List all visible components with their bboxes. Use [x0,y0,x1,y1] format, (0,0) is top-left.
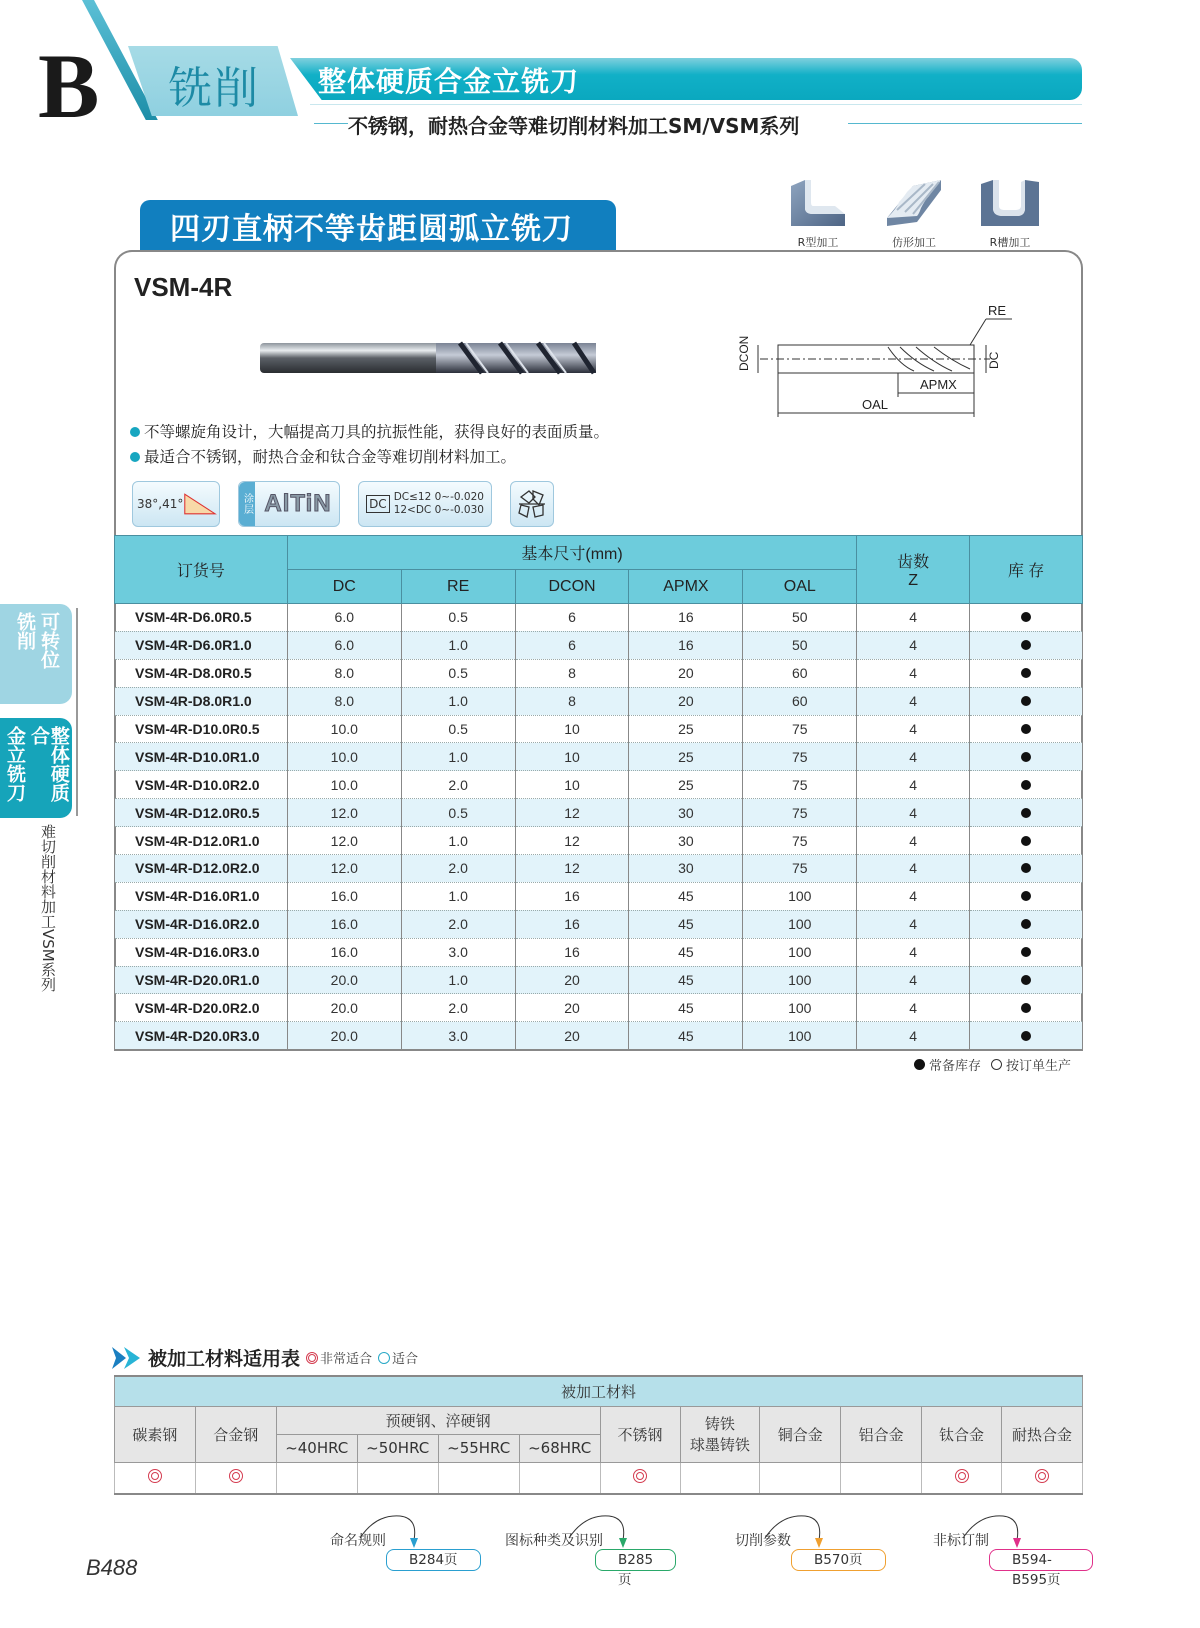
suitability-cell [680,1462,760,1494]
table-row [115,966,1083,994]
side-series-label: 难切削材料加工VSM系列 [39,824,57,992]
application-contour [881,178,947,250]
application-label: R槽加工 [989,236,1031,249]
cell-code: VSM-4R-D12.0R0.5 [115,799,288,827]
feature-list [130,420,609,470]
cell-stock [970,631,1083,659]
reference-page[interactable]: B284页 [386,1549,481,1571]
in-stock-icon [1021,863,1031,873]
cell-dc: 8.0 [287,687,401,715]
suitability-cell [922,1462,1002,1494]
cell-apmx: 25 [629,715,743,743]
table-row [115,771,1083,799]
table-row [115,1022,1083,1050]
cell-re: 1.0 [401,882,515,910]
four-flute-badge [510,481,554,527]
in-stock-icon [1021,808,1031,818]
cell-z: 4 [857,659,970,687]
feature-item: 不等螺旋角设计，大幅提高刀具的抗振性能，获得良好的表面质量。 [130,420,609,445]
mat-col-50hrc: ~50HRC [357,1434,438,1462]
cell-apmx: 45 [629,882,743,910]
table-row [115,659,1083,687]
table-row [115,631,1083,659]
mat-col-titanium: 钛合金 [922,1406,1002,1462]
table-row [115,910,1083,938]
mat-col-stainless: 不锈钢 [600,1406,680,1462]
cell-dc: 20.0 [287,1022,401,1050]
table-row [115,743,1083,771]
page-reference-link[interactable] [330,1510,490,1570]
cell-stock [970,910,1083,938]
cell-apmx: 20 [629,687,743,715]
cell-dc: 6.0 [287,604,401,632]
cell-oal: 60 [743,659,857,687]
cell-code: VSM-4R-D20.0R3.0 [115,1022,288,1050]
cell-stock [970,882,1083,910]
col-stock: 库 存 [970,536,1083,604]
dcon-label: DCON [737,335,751,371]
very-suitable-icon [148,1469,162,1483]
cell-z: 4 [857,882,970,910]
cell-re: 0.5 [401,659,515,687]
mat-col-carbon-steel: 碳素钢 [115,1406,196,1462]
cell-re: 3.0 [401,1022,515,1050]
in-stock-icon [1021,668,1031,678]
cell-re: 1.0 [401,687,515,715]
cell-z: 4 [857,631,970,659]
cell-oal: 75 [743,799,857,827]
tolerance-badge [358,481,492,527]
cell-dc: 10.0 [287,743,401,771]
cell-dc: 6.0 [287,631,401,659]
contour-machining-icon [883,178,945,228]
cell-dcon: 20 [515,966,629,994]
cell-z: 4 [857,771,970,799]
cell-re: 2.0 [401,910,515,938]
very-suitable-icon [955,1469,969,1483]
end-mill-photo [260,340,598,376]
coating-value: AlTiN [264,490,332,517]
cell-oal: 75 [743,771,857,799]
subtitle-line-right [848,123,1082,124]
in-stock-icon [1021,696,1031,706]
cell-dc: 16.0 [287,910,401,938]
cell-dc: 16.0 [287,938,401,966]
cell-apmx: 20 [629,659,743,687]
cell-dcon: 16 [515,938,629,966]
col-re: RE [401,570,515,604]
cell-re: 0.5 [401,799,515,827]
cell-z: 4 [857,604,970,632]
material-table [114,1375,1083,1495]
tolerance-line-1: DC≤12 0~-0.020 [393,491,484,503]
cell-z: 4 [857,799,970,827]
cell-re: 2.0 [401,994,515,1022]
cell-re: 1.0 [401,966,515,994]
reference-label: 图标种类及识别 [505,1533,603,1549]
cell-code: VSM-4R-D16.0R1.0 [115,882,288,910]
mat-col-55hrc: ~55HRC [438,1434,519,1462]
cell-code: VSM-4R-D10.0R1.0 [115,743,288,771]
cell-apmx: 45 [629,910,743,938]
cell-z: 4 [857,715,970,743]
oal-label: OAL [862,397,889,412]
in-stock-icon [1021,919,1031,929]
suitability-cell [1002,1462,1083,1494]
table-row [115,715,1083,743]
in-stock-icon [914,1059,925,1070]
cell-stock [970,604,1083,632]
cell-oal: 100 [743,966,857,994]
cell-apmx: 30 [629,827,743,855]
in-stock-icon [1021,836,1031,846]
helix-angle-value: 38°,41° [137,497,184,511]
cell-dc: 20.0 [287,966,401,994]
in-stock-icon [1021,891,1031,901]
cell-re: 1.0 [401,631,515,659]
cell-re: 0.5 [401,715,515,743]
cell-z: 4 [857,910,970,938]
reference-page[interactable]: B594-B595页 [989,1549,1093,1571]
table-row [115,855,1083,883]
cell-dcon: 10 [515,715,629,743]
cell-oal: 75 [743,743,857,771]
cell-code: VSM-4R-D16.0R2.0 [115,910,288,938]
cell-re: 2.0 [401,855,515,883]
cell-dcon: 20 [515,1022,629,1050]
very-suitable-icon [306,1352,318,1364]
cell-apmx: 25 [629,743,743,771]
cell-apmx: 45 [629,994,743,1022]
side-tab-label-1: 可转位 [37,612,60,669]
suitability-cell [600,1462,680,1494]
cell-oal: 50 [743,604,857,632]
in-stock-icon [1021,612,1031,622]
in-stock-icon [1021,975,1031,985]
cell-code: VSM-4R-D6.0R0.5 [115,604,288,632]
cell-re: 2.0 [401,771,515,799]
cell-oal: 50 [743,631,857,659]
application-label: 仿形加工 [892,236,936,249]
re-label: RE [988,305,1007,318]
side-tab-indexable-milling[interactable] [0,604,72,704]
cell-apmx: 45 [629,1022,743,1050]
category-title: 整体硬质合金立铣刀 [318,65,580,98]
cell-oal: 75 [743,827,857,855]
cell-stock [970,799,1083,827]
cell-oal: 100 [743,938,857,966]
page-reference-link[interactable] [933,1510,1093,1588]
cell-code: VSM-4R-D8.0R1.0 [115,687,288,715]
cell-apmx: 16 [629,604,743,632]
cell-stock [970,938,1083,966]
cell-dcon: 12 [515,855,629,883]
cell-apmx: 45 [629,938,743,966]
suitability-cell [519,1462,600,1494]
cell-code: VSM-4R-D10.0R2.0 [115,771,288,799]
dc-label: DC [987,351,1001,369]
cell-stock [970,827,1083,855]
r-slot-machining-icon [979,178,1041,228]
header-divider [310,104,1082,105]
cell-re: 0.5 [401,604,515,632]
cell-apmx: 25 [629,771,743,799]
product-title: 四刃直柄不等齿距圆弧立铣刀 [170,212,573,247]
cell-dcon: 8 [515,659,629,687]
suitability-legend: 非常适合 适合 [306,1348,418,1367]
suitability-row [115,1462,1083,1494]
cell-apmx: 45 [629,966,743,994]
apmx-label: APMX [920,377,957,392]
side-tab-label-2: 金立铣刀 [4,726,27,802]
cell-code: VSM-4R-D12.0R2.0 [115,855,288,883]
cell-stock [970,659,1083,687]
reference-label: 命名规则 [330,1533,386,1549]
cell-stock [970,1022,1083,1050]
cell-dcon: 12 [515,799,629,827]
cell-oal: 60 [743,687,857,715]
product-model: VSM-4R [134,272,233,302]
cell-stock [970,771,1083,799]
table-row [115,994,1083,1022]
cell-dcon: 12 [515,827,629,855]
made-to-order-icon [991,1059,1002,1070]
table-row [115,687,1083,715]
cell-re: 3.0 [401,938,515,966]
reference-label: 非标订制 [933,1533,989,1549]
tolerance-line-2: 12<DC 0~-0.030 [393,504,484,516]
reference-label: 切削参数 [735,1533,791,1549]
mat-col-aluminum: 铝合金 [841,1406,922,1462]
cell-code: VSM-4R-D12.0R1.0 [115,827,288,855]
in-stock-icon [1021,1031,1031,1041]
table-row [115,882,1083,910]
feature-item: 最适合不锈钢，耐热合金和钛合金等难切削材料加工。 [130,445,609,470]
coating-badge [238,481,340,527]
suitable-icon [378,1352,390,1364]
mat-col-cast-iron: 铸铁 球墨铸铁 [680,1406,760,1462]
mat-col-copper: 铜合金 [760,1406,841,1462]
cell-dcon: 16 [515,882,629,910]
application-r-profile [785,178,851,250]
cell-dcon: 16 [515,910,629,938]
cell-z: 4 [857,687,970,715]
col-dcon: DCON [515,570,629,604]
mat-col-alloy-steel: 合金钢 [195,1406,276,1462]
spec-table [114,535,1083,1051]
cell-stock [970,855,1083,883]
cell-dc: 12.0 [287,855,401,883]
cell-z: 4 [857,827,970,855]
cell-oal: 75 [743,715,857,743]
helix-angle-icon [183,489,219,519]
cell-z: 4 [857,1022,970,1050]
cell-stock [970,687,1083,715]
material-table-title: 被加工材料适用表 [148,1348,301,1370]
series-subtitle: 不锈钢，耐热合金等难切削材料加工SM/VSM系列 [348,114,800,138]
page-reference-link[interactable] [735,1510,895,1570]
page-reference-link[interactable] [505,1510,665,1588]
cell-oal: 75 [743,855,857,883]
helix-angle-badge [132,481,220,527]
col-order-no: 订货号 [115,536,288,604]
cell-dc: 8.0 [287,659,401,687]
mat-col-40hrc: ~40HRC [276,1434,357,1462]
cell-z: 4 [857,855,970,883]
cell-oal: 100 [743,994,857,1022]
in-stock-icon [1021,752,1031,762]
cell-oal: 100 [743,910,857,938]
cell-re: 1.0 [401,827,515,855]
r-profile-machining-icon [787,178,849,228]
cell-dc: 12.0 [287,799,401,827]
cell-dcon: 6 [515,604,629,632]
application-label: R型加工 [797,236,839,249]
double-chevron-icon [112,1347,142,1369]
cell-z: 4 [857,994,970,1022]
table-row [115,827,1083,855]
suitability-cell [115,1462,196,1494]
cell-code: VSM-4R-D6.0R1.0 [115,631,288,659]
cell-oal: 100 [743,1022,857,1050]
suitability-cell [760,1462,841,1494]
cell-stock [970,994,1083,1022]
mat-col-68hrc: ~68HRC [519,1434,600,1462]
suitability-cell [195,1462,276,1494]
section-name: 铣削 [168,63,260,114]
very-suitable-icon [1035,1469,1049,1483]
table-row [115,938,1083,966]
material-group-header: 被加工材料 [115,1376,1083,1406]
suitability-cell [276,1462,357,1494]
subtitle-line-left [314,123,348,124]
cell-dc: 20.0 [287,994,401,1022]
in-stock-label: 常备库存 [929,1059,982,1074]
table-row [115,604,1083,632]
side-tab-label-2: 铣削 [14,612,36,650]
col-flutes: 齿数 Z [857,536,970,604]
col-dc: DC [287,570,401,604]
in-stock-icon [1021,1003,1031,1013]
in-stock-icon [1021,640,1031,650]
table-row [115,799,1083,827]
side-rail [76,608,78,816]
col-basic-dims: 基本尺寸(mm) [287,536,856,570]
material-table-heading [112,1344,418,1371]
cell-dc: 16.0 [287,882,401,910]
cell-dcon: 20 [515,994,629,1022]
cell-oal: 100 [743,882,857,910]
mat-col-hardened-steel: 预硬钢、淬硬钢 [276,1406,600,1434]
cell-dc: 12.0 [287,827,401,855]
stock-legend [914,1055,1071,1074]
cell-dcon: 10 [515,771,629,799]
page-number: B488 [86,1555,138,1580]
in-stock-icon [1021,724,1031,734]
reference-page[interactable]: B570页 [791,1549,886,1571]
cell-z: 4 [857,966,970,994]
application-r-slot [977,178,1043,250]
tolerance-dc-icon: DC [366,495,390,513]
coating-tag: 涂层 [239,482,255,526]
cell-stock [970,715,1083,743]
cell-dc: 10.0 [287,771,401,799]
cell-code: VSM-4R-D8.0R0.5 [115,659,288,687]
cell-code: VSM-4R-D20.0R1.0 [115,966,288,994]
side-tab-label-1: 整体硬质合 [27,726,70,802]
col-apmx: APMX [629,570,743,604]
cell-dcon: 6 [515,631,629,659]
suitability-cell [841,1462,922,1494]
cell-re: 1.0 [401,743,515,771]
cell-dc: 10.0 [287,715,401,743]
bullet-icon [130,427,140,437]
in-stock-icon [1021,947,1031,957]
side-tab-solid-carbide[interactable] [0,718,72,818]
spec-badges [132,481,554,527]
cell-code: VSM-4R-D10.0R0.5 [115,715,288,743]
cell-dcon: 8 [515,687,629,715]
reference-page[interactable]: B285页 [595,1549,676,1571]
cell-z: 4 [857,743,970,771]
cell-dcon: 10 [515,743,629,771]
in-stock-icon [1021,780,1031,790]
section-letter: B [38,35,100,137]
very-suitable-icon [229,1469,243,1483]
cell-code: VSM-4R-D20.0R2.0 [115,994,288,1022]
dimension-diagram [730,305,1030,425]
cell-apmx: 30 [629,799,743,827]
very-suitable-icon [633,1469,647,1483]
application-icons [785,178,1043,250]
col-oal: OAL [743,570,857,604]
bullet-icon [130,452,140,462]
suitability-cell [357,1462,438,1494]
cell-apmx: 16 [629,631,743,659]
cell-apmx: 30 [629,855,743,883]
made-to-order-label: 按订单生产 [1006,1059,1072,1074]
cell-stock [970,966,1083,994]
cell-code: VSM-4R-D16.0R3.0 [115,938,288,966]
cell-z: 4 [857,938,970,966]
mat-col-heat-resistant: 耐热合金 [1002,1406,1083,1462]
cell-stock [970,743,1083,771]
four-flute-icon [515,487,549,521]
suitability-cell [438,1462,519,1494]
